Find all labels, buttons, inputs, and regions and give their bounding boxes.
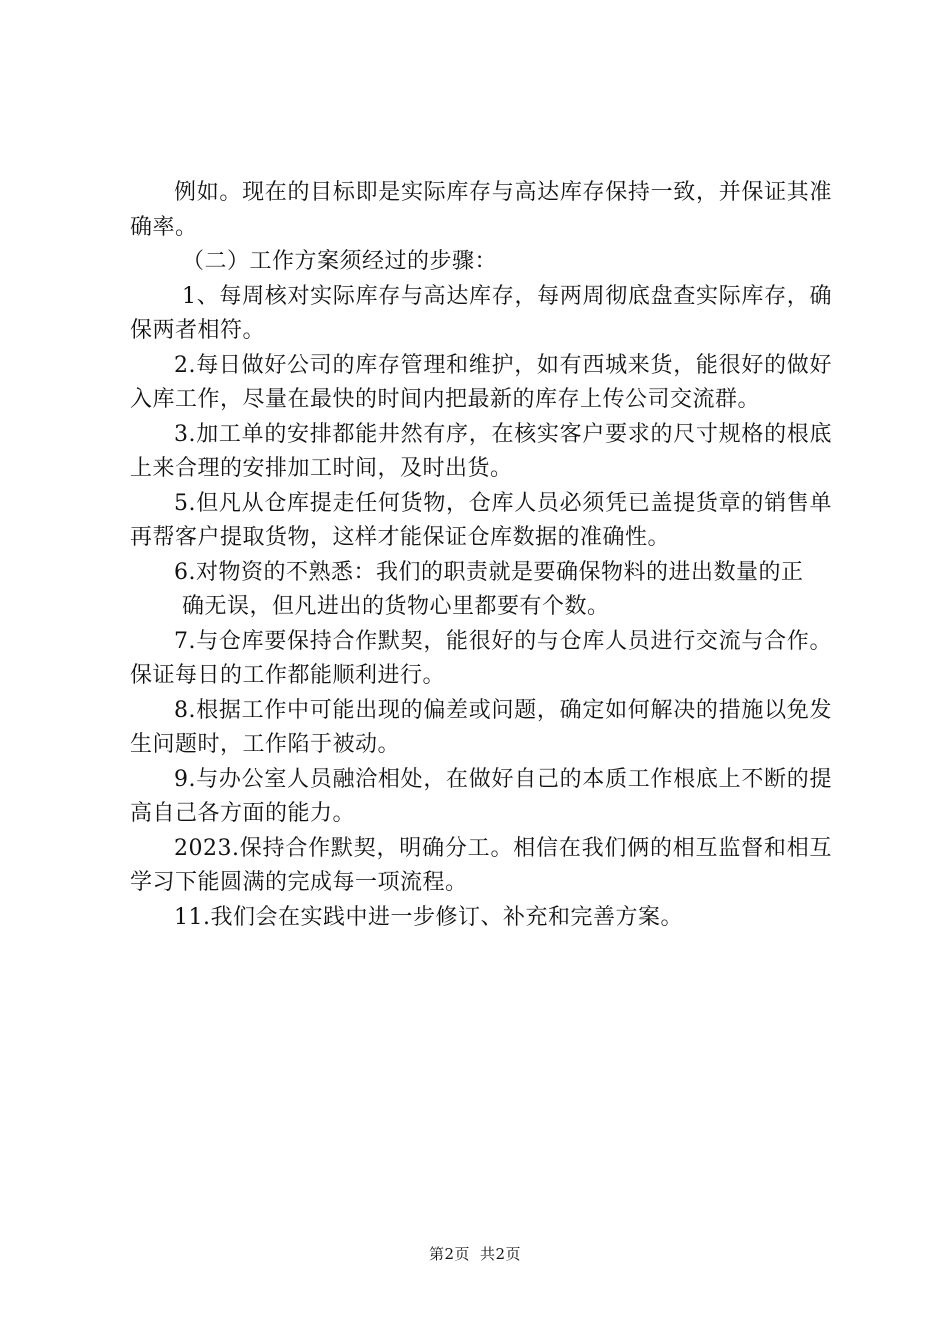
paragraph-intro: 例如。现在的目标即是实际库存与高达库存保持一致，并保证其准确率。 <box>130 180 832 240</box>
paragraph-step-6-continued: 确无误，但凡进出的货物心里都要有个数。 <box>182 594 610 619</box>
paragraph-step-5: 5.但凡从仓库提走任何货物，仓库人员必须凭已盖提货章的销售单再帮客户提取货物，这样才能保证仓库数据的准确性。 <box>130 490 832 550</box>
paragraph-step-8: 8.根据工作中可能出现的偏差或问题，确定如何解决的措施以免发生问题时，工作陷于被动。 <box>130 697 832 757</box>
page-number: 第2页 <box>428 1245 470 1263</box>
paragraph-step-6: 6.对物资的不熟悉：我们的职责就是要确保物料的进出数量的正 <box>174 559 804 585</box>
page-total: 共2页 <box>480 1245 522 1263</box>
paragraph-step-1: 1、每周核对实际库存与高达库存，每两周彻底盘查实际库存，确保两者相符。 <box>130 283 832 343</box>
paragraph-step-2: 2.每日做好公司的库存管理和维护，如有西城来货，能很好的做好入库工作，尽量在最快的时间内把最新的库存上传公司交流群。 <box>130 352 832 412</box>
paragraph-step-7: 7.与仓库要保持合作默契，能很好的与仓库人员进行交流与合作。保证每日的工作都能顺利进行。 <box>130 628 832 688</box>
paragraph-step-10: 2023.保持合作默契，明确分工。相信在我们俩的相互监督和相互学习下能圆满的完成每一项流程。 <box>130 835 832 895</box>
page-footer <box>0 1244 950 1264</box>
document-body <box>130 176 832 935</box>
paragraph-step-3: 3.加工单的安排都能井然有序，在核实客户要求的尺寸规格的根底上来合理的安排加工时间，及时出货。 <box>130 421 832 481</box>
paragraph-step-11: 11.我们会在实践中进一步修订、补充和完善方案。 <box>174 904 683 930</box>
paragraph-steps-heading: （二）工作方案须经过的步骤： <box>182 249 498 274</box>
paragraph-step-9: 9.与办公室人员融洽相处，在做好自己的本质工作根底上不断的提高自己各方面的能力。 <box>130 766 832 826</box>
